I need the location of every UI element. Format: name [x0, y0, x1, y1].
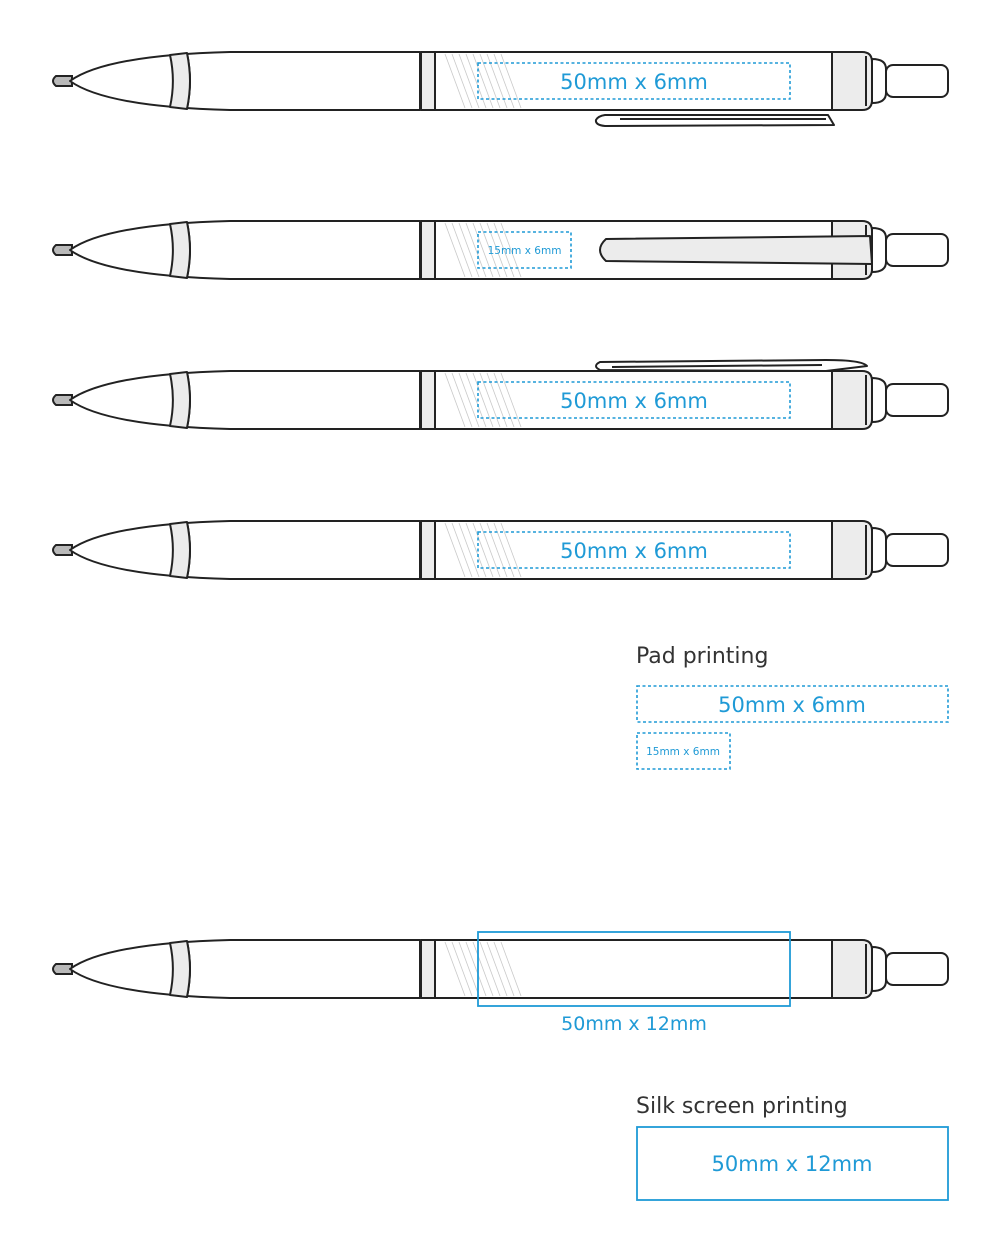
pad-legend-large-label: 50mm x 6mm [718, 693, 866, 717]
pen [53, 521, 948, 579]
pen-front-cone [70, 371, 420, 429]
pen-ring [421, 52, 435, 110]
silk-screen-heading: Silk screen printing [636, 1094, 848, 1119]
pen-ring [421, 521, 435, 579]
pad-legend-small-label: 15mm x 6mm [646, 746, 720, 758]
pen-cone-band [170, 372, 190, 428]
pen [53, 932, 948, 1035]
pen-push-button [886, 384, 948, 416]
pen-ring [421, 940, 435, 998]
pen-cone-band [170, 522, 190, 578]
pen-barrel [435, 940, 832, 998]
pen-front-cone [70, 221, 420, 279]
pen-connector [872, 59, 886, 103]
pen-cone-band [170, 941, 190, 997]
pen-push-button [886, 953, 948, 985]
pen-clip [596, 115, 834, 126]
silk-screen-legend [636, 1094, 948, 1200]
pen-clip [600, 236, 872, 264]
silk-legend-label: 50mm x 12mm [711, 1152, 873, 1176]
pen-connector [872, 947, 886, 991]
pad-printing-heading: Pad printing [636, 644, 769, 669]
imprint-area-label: 15mm x 6mm [487, 245, 562, 257]
pen-cone-band [170, 222, 190, 278]
imprint-area-label: 50mm x 6mm [560, 389, 708, 413]
pen-push-button [886, 234, 948, 266]
pen-ring [421, 221, 435, 279]
pad-printing-legend [636, 644, 948, 769]
pen-cone-band [170, 53, 190, 109]
pen-ring [421, 371, 435, 429]
pen-connector [872, 528, 886, 572]
pen-connector [872, 228, 886, 272]
imprint-area-label: 50mm x 6mm [560, 539, 708, 563]
imprint-area-label: 50mm x 6mm [560, 70, 708, 94]
pen-push-button [886, 65, 948, 97]
pen-front-cone [70, 940, 420, 998]
imprint-area-label: 50mm x 12mm [561, 1013, 707, 1035]
pen-connector [872, 378, 886, 422]
pen [53, 221, 948, 279]
pen-front-cone [70, 521, 420, 579]
pen [53, 52, 948, 126]
pens-layer [53, 52, 948, 1035]
pen [53, 360, 948, 429]
pen-front-cone [70, 52, 420, 110]
pen-push-button [886, 534, 948, 566]
